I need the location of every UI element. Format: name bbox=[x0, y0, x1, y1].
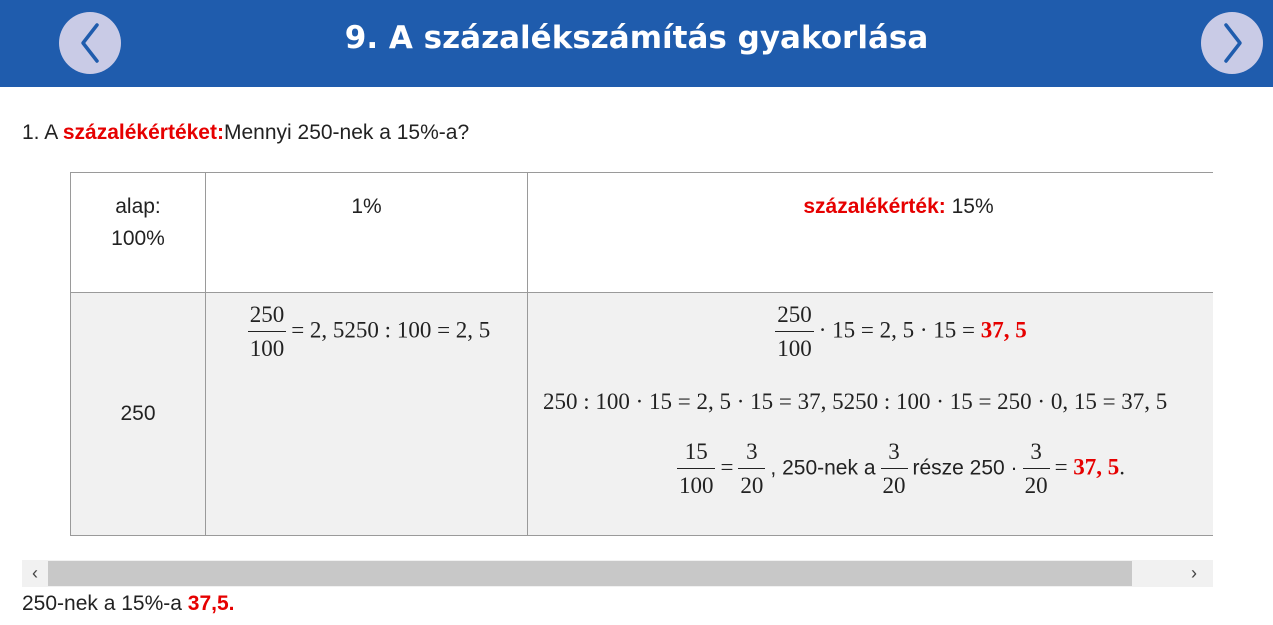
header-base-percent: 100% bbox=[111, 227, 165, 250]
question-highlight: százalékértéket: bbox=[62, 121, 224, 144]
calculation-table bbox=[70, 172, 1213, 536]
scrollbar-thumb[interactable] bbox=[48, 561, 1132, 586]
formula-line-2: 250 : 100 · 15 = 2, 5 · 15 = 37, 5250 : 100 · 15 = 250 · 0, 15 = 37, 5 bbox=[543, 389, 1168, 414]
scroll-left-arrow[interactable]: ‹ bbox=[32, 563, 38, 583]
fraction bbox=[248, 301, 287, 363]
equals-sign: = bbox=[1054, 454, 1068, 480]
question-text bbox=[22, 121, 469, 145]
formula-result: 37, 5 bbox=[1073, 454, 1120, 480]
formula-rest: = 2, 5250 : 100 = 2, 5 bbox=[291, 317, 491, 343]
page-title: 9. A százalékszámítás gyakorlása bbox=[344, 20, 929, 56]
fraction-denominator: 20 bbox=[740, 473, 764, 498]
one-percent-formula bbox=[206, 301, 527, 363]
header-base-label: alap: bbox=[115, 195, 161, 218]
fraction bbox=[881, 438, 908, 500]
answer-body: 250-nek a 15%-a bbox=[22, 592, 188, 615]
formula-line-1 bbox=[528, 301, 1213, 363]
formula-text: része 250 · bbox=[912, 456, 1018, 480]
next-page-button[interactable] bbox=[1201, 12, 1263, 74]
fraction bbox=[775, 301, 814, 363]
fraction-denominator: 100 bbox=[678, 473, 714, 498]
percent-value-calc-cell bbox=[528, 293, 1214, 536]
formula-line-3 bbox=[528, 438, 1213, 500]
header-one-percent: 1% bbox=[351, 195, 382, 218]
chevron-right-icon bbox=[1201, 12, 1263, 74]
header-percent-value-label: százalékérték: bbox=[803, 195, 946, 218]
fraction bbox=[677, 438, 716, 500]
question-number: 1. A bbox=[22, 121, 63, 144]
fraction bbox=[1023, 438, 1050, 500]
horizontal-scrollbar[interactable] bbox=[22, 560, 1213, 587]
answer-text bbox=[22, 592, 235, 616]
header-bar bbox=[0, 0, 1273, 87]
fraction bbox=[738, 438, 765, 500]
fraction-numerator: 3 bbox=[1023, 438, 1050, 469]
fraction-numerator: 3 bbox=[738, 438, 765, 469]
table-row bbox=[71, 293, 1214, 536]
header-base-cell bbox=[71, 173, 206, 293]
base-value: 250 bbox=[120, 402, 156, 425]
scroll-right-arrow[interactable]: › bbox=[1191, 563, 1197, 583]
equals-sign: = bbox=[720, 454, 734, 480]
fraction-numerator: 15 bbox=[677, 438, 716, 469]
table-header-row bbox=[71, 173, 1214, 293]
fraction-denominator: 20 bbox=[1024, 473, 1048, 498]
fraction-denominator: 100 bbox=[249, 336, 285, 361]
fraction-numerator: 250 bbox=[775, 301, 814, 332]
header-percent-value: 15% bbox=[945, 195, 994, 218]
formula-rest: · 15 = 2, 5 · 15 = bbox=[818, 317, 975, 343]
table-scroll-container[interactable] bbox=[22, 172, 1213, 538]
base-value-cell bbox=[71, 293, 206, 536]
formula-result: 37, 5 bbox=[980, 317, 1027, 343]
question-body: Mennyi 250-nek a 15%-a? bbox=[223, 121, 470, 144]
one-percent-calc-cell bbox=[206, 293, 528, 536]
header-percent-value-cell bbox=[528, 173, 1214, 293]
formula-text: , 250-nek a bbox=[770, 456, 876, 480]
fraction-denominator: 20 bbox=[882, 473, 906, 498]
formula-end: . bbox=[1119, 454, 1126, 480]
fraction-denominator: 100 bbox=[777, 336, 812, 361]
fraction-numerator: 3 bbox=[881, 438, 908, 469]
header-one-percent-cell bbox=[206, 173, 528, 293]
fraction-numerator: 250 bbox=[248, 301, 287, 332]
answer-value: 37,5. bbox=[187, 592, 235, 615]
